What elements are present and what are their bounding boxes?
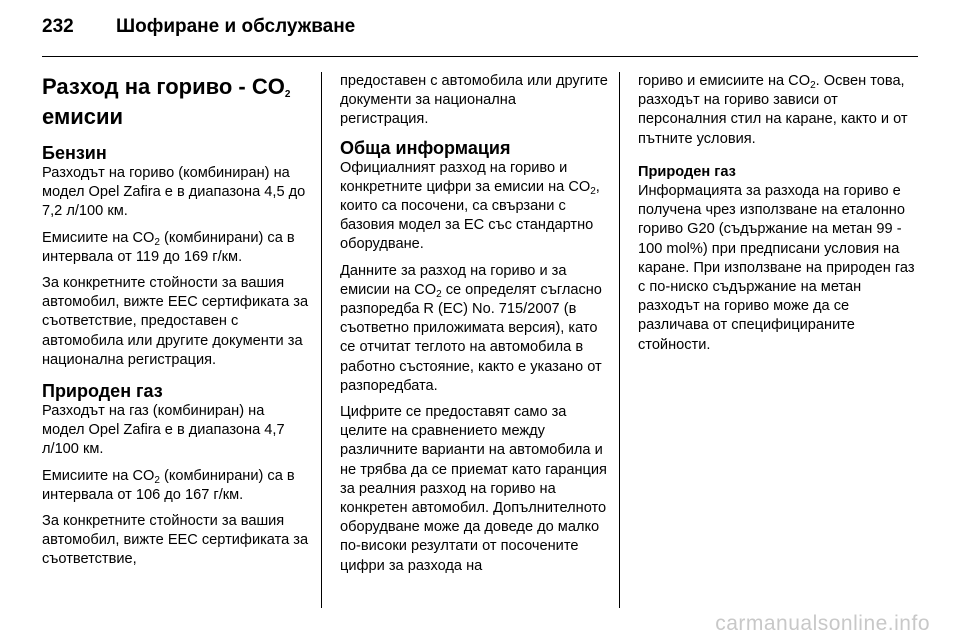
natural-gas-section bbox=[638, 163, 916, 355]
column-2 bbox=[340, 72, 608, 586]
text-part: . Освен това, разходът на гориво зависи от персоналния стил на каране, както и от пътните условия. bbox=[638, 73, 908, 147]
petrol-emissions bbox=[42, 229, 310, 267]
petrol-section bbox=[42, 142, 310, 370]
text-part: (комбинирани) са в интервала от 106 до 167 г/км. bbox=[42, 467, 295, 503]
gas-consumption: Разходът на газ (комбиниран) на модел Opel Zafira е в диапазона 4,7 л/100 км. bbox=[42, 403, 285, 458]
page-number: 232 bbox=[42, 16, 74, 37]
text-part: Емисиите на CO bbox=[42, 229, 155, 246]
general-p1 bbox=[340, 159, 608, 255]
watermark: carmanualsonline.info bbox=[715, 612, 930, 635]
petrol-consumption: Разходът на гориво (комбиниран) на модел Opel Zafira е в диапазона 4,5 до 7,2 л/100 км. bbox=[42, 165, 306, 220]
gas-emissions bbox=[42, 467, 310, 505]
text-part: се определят съгласно разпоредба R (EC) No. 715/2007 (в съответно приложимата версия), като се отчитат теглото на автомобила в работно състояние, както е указано от разпоредбата. bbox=[340, 281, 602, 394]
general-title: Обща информация bbox=[340, 137, 511, 158]
subscript: 2 bbox=[810, 80, 816, 91]
heading-text-2: емисии bbox=[42, 104, 124, 129]
chapter-title: Шофиране и обслужване bbox=[116, 16, 356, 37]
column-3 bbox=[638, 72, 916, 365]
subscript: 2 bbox=[590, 185, 596, 197]
header-divider bbox=[42, 56, 918, 57]
text-part: (комбинирани) са в интервала от 119 до 169 г/км. bbox=[42, 229, 295, 265]
natural-gas-text: Информацията за разхода на гориво е получена чрез използване на еталонно гориво G20 (съдържание на метан 99 - 100 mol%) при предписани условия на каране. При използване на природен газ с по-ниско съдържание на метан разходът на гориво може да се различава от специфицираните стойности. bbox=[638, 183, 915, 353]
general-p2 bbox=[340, 262, 608, 396]
column-divider-2 bbox=[619, 72, 620, 608]
general-section bbox=[340, 137, 608, 576]
gas-note: За конкретните стойности за вашия автомобил, вижте ЕЕС сертификата за съответствие, bbox=[42, 513, 309, 568]
petrol-title: Бензин bbox=[42, 143, 107, 163]
subscript: 2 bbox=[154, 474, 160, 486]
subscript: 2 bbox=[436, 288, 442, 300]
continued-text: предоставен с автомобила или другите документи за национална регистрация. bbox=[340, 73, 608, 128]
subscript: 2 bbox=[154, 236, 160, 248]
gas-title: Природен газ bbox=[42, 381, 163, 402]
text-part: Емисиите на CO bbox=[42, 467, 155, 484]
natural-gas-title: Природен газ bbox=[638, 163, 736, 180]
heading-text: Разход на гориво - CO bbox=[42, 74, 285, 99]
column-divider-1 bbox=[321, 72, 322, 608]
petrol-note: За конкретните стойности за вашия автомобил, вижте ЕЕС сертификата за съответствие, предоставен с автомобила или другите документи за национална регистрация. bbox=[42, 275, 309, 368]
text-part: Официалният разход на гориво и конкретните цифри за емисии на CO bbox=[340, 159, 591, 195]
general-p3: Цифрите се предоставят само за целите на сравнението между различните варианти на автомобила и не трябва да се приемат като гаранция за реалния разход на гориво на конкретен автомобил. Допълнителното оборудване може да доведе до малко по-високи резултати от посочените цифри за разхода на bbox=[340, 404, 607, 574]
text-part: Данните за разход на гориво и за емисии на CO bbox=[340, 262, 567, 298]
continued-text bbox=[638, 72, 916, 149]
column-1 bbox=[42, 72, 310, 580]
heading-subscript: 2 bbox=[284, 89, 291, 100]
text-part: гориво и емисиите на CO bbox=[638, 73, 811, 89]
section-heading bbox=[42, 72, 310, 132]
gas-section bbox=[42, 380, 310, 570]
text-part: , които са посочени, са свързани с базовия модел за ЕС със стандартно оборудване. bbox=[340, 178, 600, 253]
